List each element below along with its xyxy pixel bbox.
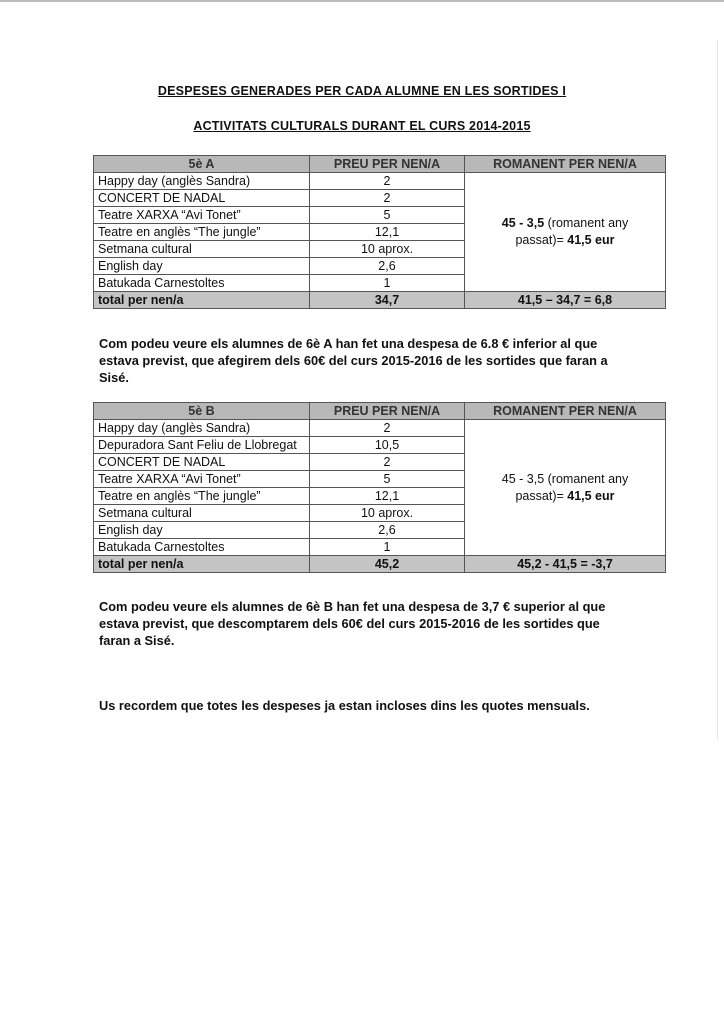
price-cell: 10 aprox. xyxy=(310,505,465,522)
romanent-value: 41,5 eur xyxy=(567,488,615,503)
activity-cell: Happy day (anglès Sandra) xyxy=(94,173,310,190)
romanent-value: 41,5 eur xyxy=(567,233,615,247)
price-cell: 2 xyxy=(310,454,465,471)
romanent-cell xyxy=(465,420,666,556)
scan-top-edge xyxy=(0,0,724,2)
price-cell: 5 xyxy=(310,207,465,224)
total-price: 45,2 xyxy=(310,556,465,573)
summary-paragraph-5b: Com podeu veure els alumnes de 6è B han fet una despesa de 3,7 € superior al que estava previst, que descomptarem dels 60€ del curs 2015-2016 de les sortides que faran a Sisé. xyxy=(99,599,606,648)
activity-cell: Teatre XARXA “Avi Tonet” xyxy=(94,207,310,224)
price-cell: 2 xyxy=(310,420,465,437)
expenses-table-5b xyxy=(93,402,666,573)
price-cell: 2,6 xyxy=(310,258,465,275)
romanent-note: (romanent any passat)= xyxy=(515,216,629,247)
header-romanent: ROMANENT PER NEN/A xyxy=(465,156,666,173)
table-header-row xyxy=(94,156,666,173)
activity-cell: Teatre en anglès “The jungle” xyxy=(94,224,310,241)
total-label: total per nen/a xyxy=(94,292,310,309)
total-row xyxy=(94,292,666,309)
header-price: PREU PER NEN/A xyxy=(310,403,465,420)
price-cell: 12,1 xyxy=(310,488,465,505)
document-title-line1: DESPESES GENERADES PER CADA ALUMNE EN LES SORTIDES I xyxy=(157,84,567,98)
total-row xyxy=(94,556,666,573)
romanent-cell xyxy=(465,173,666,292)
summary-paragraph-5a: Com podeu veure els alumnes de 6è A han fet una despesa de 6.8 € inferior al que estava previst, que afegirem dels 60€ del curs 2015-2016 de les sortides que faran a Sisé. xyxy=(99,336,608,385)
price-cell: 5 xyxy=(310,471,465,488)
table-header-row xyxy=(94,403,666,420)
expenses-table-5a xyxy=(93,155,666,309)
price-cell: 12,1 xyxy=(310,224,465,241)
romanent-formula: 45 - 3,5 xyxy=(501,216,545,230)
activity-cell: English day xyxy=(94,522,310,539)
price-cell: 1 xyxy=(310,539,465,556)
total-romanent: 41,5 – 34,7 = 6,8 xyxy=(465,292,666,309)
reminder-paragraph: Us recordem que totes les despeses ja estan incloses dins les quotes mensuals. xyxy=(99,698,590,713)
activity-cell: Depuradora Sant Feliu de Llobregat xyxy=(94,437,310,454)
romanent-note: (romanent any passat)= xyxy=(515,471,629,503)
price-cell: 10,5 xyxy=(310,437,465,454)
romanent-formula: 45 - 3,5 xyxy=(501,471,545,486)
total-price: 34,7 xyxy=(310,292,465,309)
activity-cell: Teatre en anglès “The jungle” xyxy=(94,488,310,505)
price-cell: 10 aprox. xyxy=(310,241,465,258)
activity-cell: CONCERT DE NADAL xyxy=(94,454,310,471)
activity-cell: Setmana cultural xyxy=(94,241,310,258)
table-row xyxy=(94,173,666,190)
document-title-line2: ACTIVITATS CULTURALS DURANT EL CURS 2014-2015 xyxy=(193,119,531,133)
header-group: 5è B xyxy=(94,403,310,420)
activity-cell: Setmana cultural xyxy=(94,505,310,522)
table-row xyxy=(94,420,666,437)
activity-cell: English day xyxy=(94,258,310,275)
activity-cell: Batukada Carnestoltes xyxy=(94,275,310,292)
price-cell: 2 xyxy=(310,173,465,190)
activity-cell: Batukada Carnestoltes xyxy=(94,539,310,556)
price-cell: 1 xyxy=(310,275,465,292)
activity-cell: Happy day (anglès Sandra) xyxy=(94,420,310,437)
header-price: PREU PER NEN/A xyxy=(310,156,465,173)
header-romanent: ROMANENT PER NEN/A xyxy=(465,403,666,420)
scan-right-edge xyxy=(717,40,718,740)
price-cell: 2,6 xyxy=(310,522,465,539)
price-cell: 2 xyxy=(310,190,465,207)
activity-cell: CONCERT DE NADAL xyxy=(94,190,310,207)
total-label: total per nen/a xyxy=(94,556,310,573)
activity-cell: Teatre XARXA “Avi Tonet” xyxy=(94,471,310,488)
total-romanent: 45,2 - 41,5 = -3,7 xyxy=(465,556,666,573)
header-group: 5è A xyxy=(94,156,310,173)
